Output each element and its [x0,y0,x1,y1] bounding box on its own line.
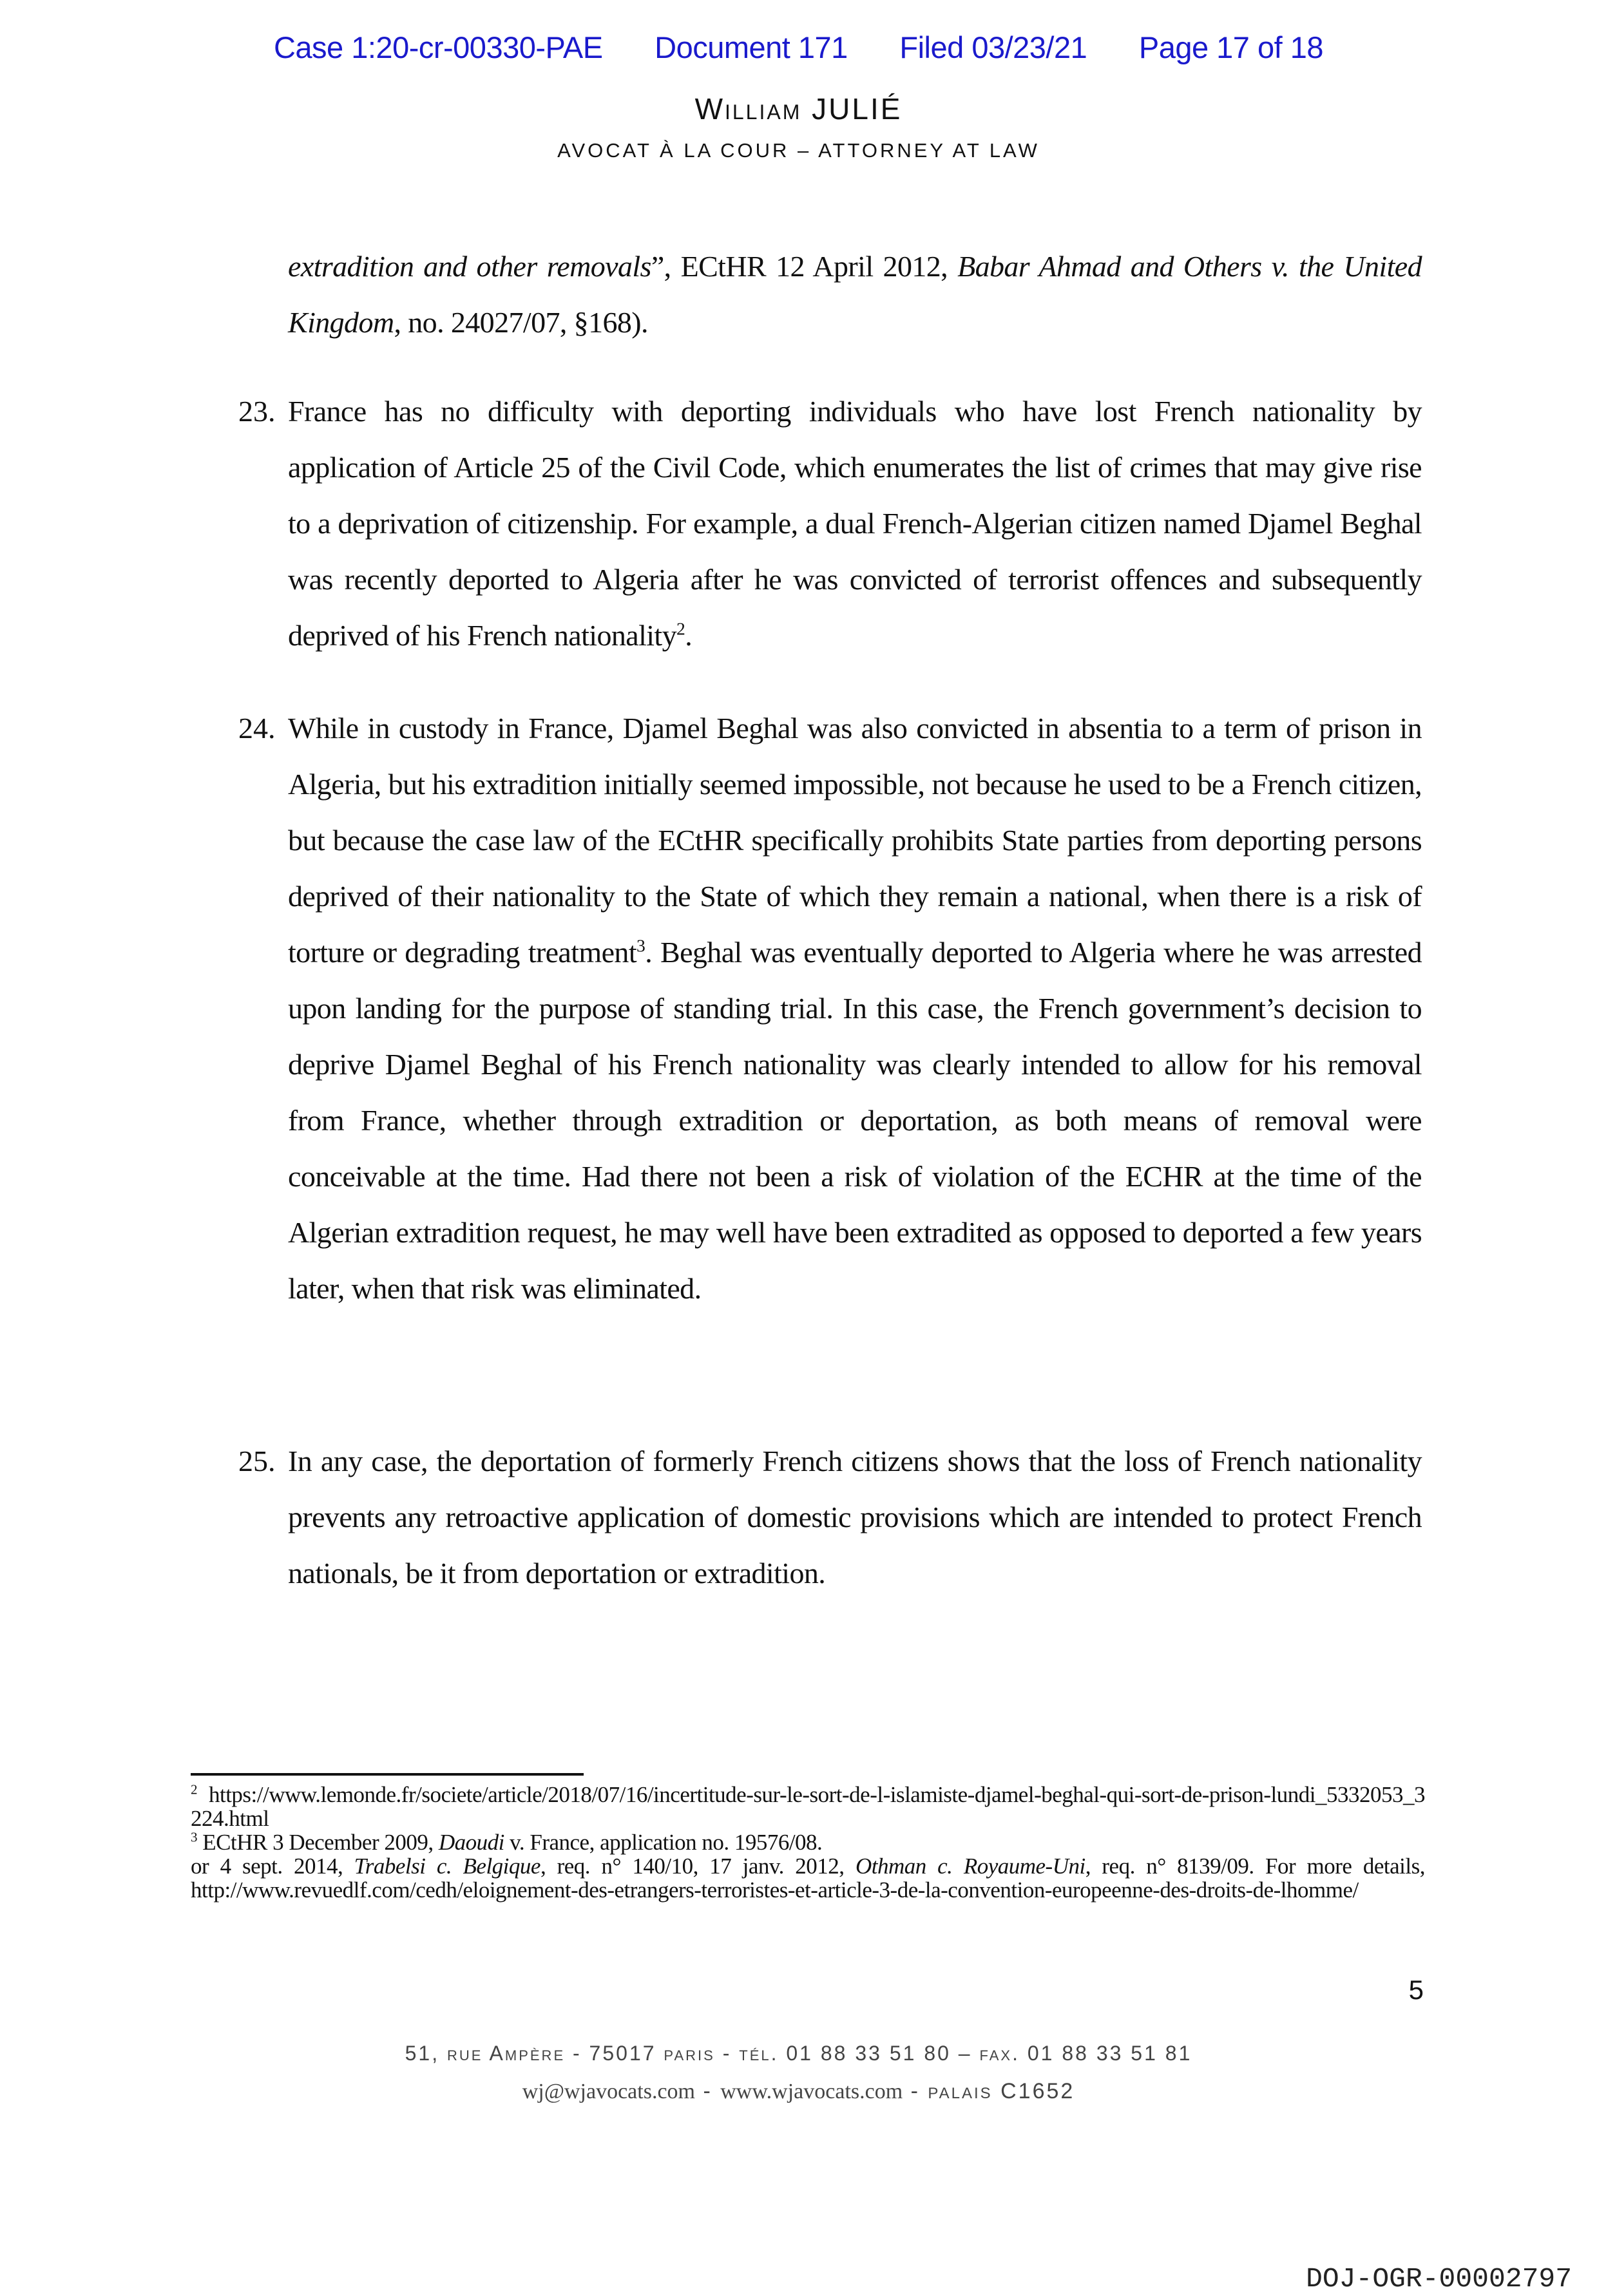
case-number: Case 1:20-cr-00330-PAE [273,30,603,64]
footnote-number: 3 [191,1829,197,1845]
footnote-text-with-link[interactable]: , req. n° 8139/09. For more details, http://www.revuedlf.com/cedh/eloignement-des-etrangers-terroristes-et-article-3-de-la-convention-europeenne-des-droits-de-lhomme/ [191,1854,1425,1902]
footnote-3 [191,1830,1425,1902]
footnote-ref-3[interactable]: 3 [636,935,645,956]
separator: - [695,2079,721,2103]
document-number: Document 171 [655,30,848,64]
case-name-italic: Babar Ahmad and Others v. the United Kingdom [288,250,1422,339]
footnote-link[interactable]: https://www.lemonde.fr/societe/article/2018/07/16/incertitude-sur-le-sort-de-l-islamiste-djamel-beghal-qui-sort-de-prison-lundi_5332053_3224.html [191,1782,1425,1831]
quote-italic: extradition and other removals [288,250,651,283]
paragraph-24 [238,700,1422,1316]
footnote-text: , req. n° 140/10, 17 janv. 2012, [540,1854,856,1879]
bates-number: DOJ-OGR-00002797 [1306,2263,1572,2295]
page-of-total: Page 17 of 18 [1138,30,1324,64]
footer-palais: palais C1652 [928,2079,1075,2103]
footer-address: 51, rue Ampère - 75017 paris - tél. 01 88 33 51 80 – fax. 01 88 33 51 81 [405,2042,1192,2065]
footer-website[interactable]: www.wjavocats.com [720,2080,903,2103]
case-name-italic: Daoudi [438,1830,504,1855]
ecf-filing-header [0,30,1597,65]
footnote-text: ECtHR 3 December 2009, [202,1830,439,1855]
page-number: 5 [1408,1975,1424,2005]
paragraph-text: While in custody in France, Djamel Beghal was also convicted in absentia to a term of prison in Algeria, but his extradition initially seemed impossible, not because he used to be a French citizen, but because the case law of the ECtHR specifically prohibits State parties from deporting persons deprived of their nationality to the State of which they remain a national, when there is a risk of torture or degrading treatment [288,712,1422,969]
case-name-italic: Othman c. Royaume-Uni [855,1854,1085,1879]
footnote-text: or 4 sept. 2014, [191,1854,354,1879]
continuation-text [288,238,1422,350]
paragraph-text: In any case, the deportation of formerly French citizens shows that the loss of French nationality prevents any retroactive application of domestic provisions which are intended to protect French nationals, be it from deportation or extradition. [288,1445,1422,1589]
separator: - [903,2079,928,2103]
citation-text: ”, ECtHR 12 April 2012, [651,250,958,283]
paragraph-number: 25. [238,1445,276,1477]
footnote-ref-2[interactable]: 2 [676,618,685,639]
paragraph-23 [238,383,1422,663]
citation-number: , no. 24027/07, §168). [394,306,648,339]
letterhead-name: William JULIÉ [694,92,903,126]
paragraph-number: 23. [238,395,276,428]
paragraph-text: France has no difficulty with deporting individuals who have lost French nationality by application of Article 25 of the Civil Code, which enumerates the list of crimes that may give rise to a deprivation of citizenship. For example, a dual French-Algerian citizen named Djamel Beghal was recently deported to Algeria after he was convicted of terrorist offences and subsequently deprived of his French nationality [288,395,1422,652]
footnote-text: v. France, application no. 19576/08. [504,1830,823,1855]
footnote-divider [191,1773,584,1776]
footer-contact [0,2079,1597,2104]
paragraph-text-end: . [685,619,693,652]
filed-date: Filed 03/23/21 [899,30,1087,64]
case-name-italic: Trabelsi c. Belgique [354,1854,540,1879]
letterhead-subtitle: AVOCAT À LA COUR – ATTORNEY AT LAW [557,139,1040,162]
paragraph-25 [238,1433,1422,1601]
paragraph-number: 24. [238,712,276,745]
footnote-number: 2 [191,1781,197,1798]
footnote-2 [191,1783,1425,1830]
paragraph-text-end: . Beghal was eventually deported to Algeria where he was arrested upon landing for the purpose of standing trial. In this case, the French government’s decision to deprive Djamel Beghal of his French nationality was clearly intended to allow for his removal from France, whether through extradition or deportation, as both means of removal were conceivable at the time. Had there not been a risk of violation of the ECHR at the time of the Algerian extradition request, he may well have been extradited as opposed to deported a few years later, when that risk was eliminated. [288,936,1422,1305]
footer-email[interactable]: wj@wjavocats.com [522,2080,695,2103]
